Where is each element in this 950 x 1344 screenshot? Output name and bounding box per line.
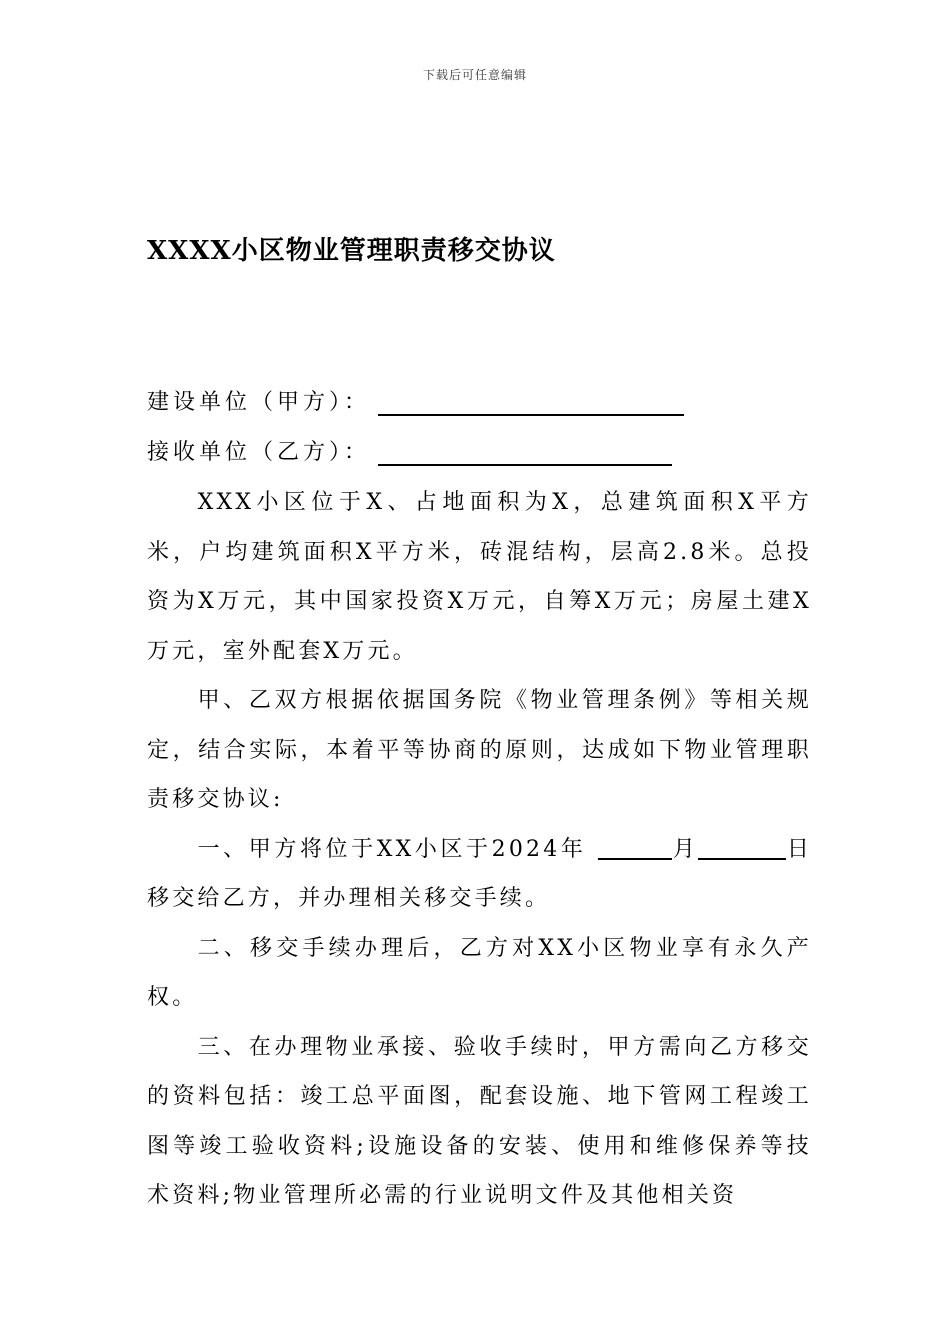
document-body: [147, 478, 812, 1221]
day-blank: [698, 836, 786, 860]
paragraph-clause-1: [147, 825, 812, 924]
clause-1-end: 移交给乙方，并办理相关移交手续。: [147, 886, 551, 911]
party-a-label: 建设单位（甲方）：: [147, 390, 371, 415]
party-b-blank: [378, 444, 672, 466]
paragraph-overview: XXX小区位于X、占地面积为X，总建筑面积X平方米，户均建筑面积X平方米，砖混结构，层高2.8米。总投资为X万元，其中国家投资X万元，自筹X万元；房屋土建X万元，室外配套X万元。: [147, 490, 812, 664]
header-note: 下载后可任意编辑: [422, 68, 527, 82]
party-b-label: 接收单位（乙方）：: [147, 440, 371, 465]
month-label: 月: [672, 836, 699, 862]
day-label: 日: [786, 836, 813, 862]
party-b-line: [147, 435, 672, 466]
paragraph-basis: 甲、乙双方根据依据国务院《物业管理条例》等相关规定，结合实际，本着平等协商的原则，达成如下物业管理职责移交协议:: [147, 688, 812, 812]
paragraph-clause-2: 二、移交手续办理后，乙方对XX小区物业享有永久产权。: [147, 935, 812, 1010]
paragraph-clause-3: 三、在办理物业承接、验收手续时，甲方需向乙方移交的资料包括：竣工总平面图，配套设施、地下管网工程竣工图等竣工验收资料;设施设备的安装、使用和维修保养等技术资料;物业管理所必需的行业说明文件及其他相关资: [147, 1034, 812, 1208]
clause-1-start: 一、甲方将位于XX小区于2024年: [197, 836, 587, 862]
party-a-line: [147, 385, 684, 416]
document-title: XXXX小区物业管理职责移交协议: [147, 236, 556, 266]
party-a-blank: [378, 394, 684, 416]
month-blank: [598, 836, 672, 860]
